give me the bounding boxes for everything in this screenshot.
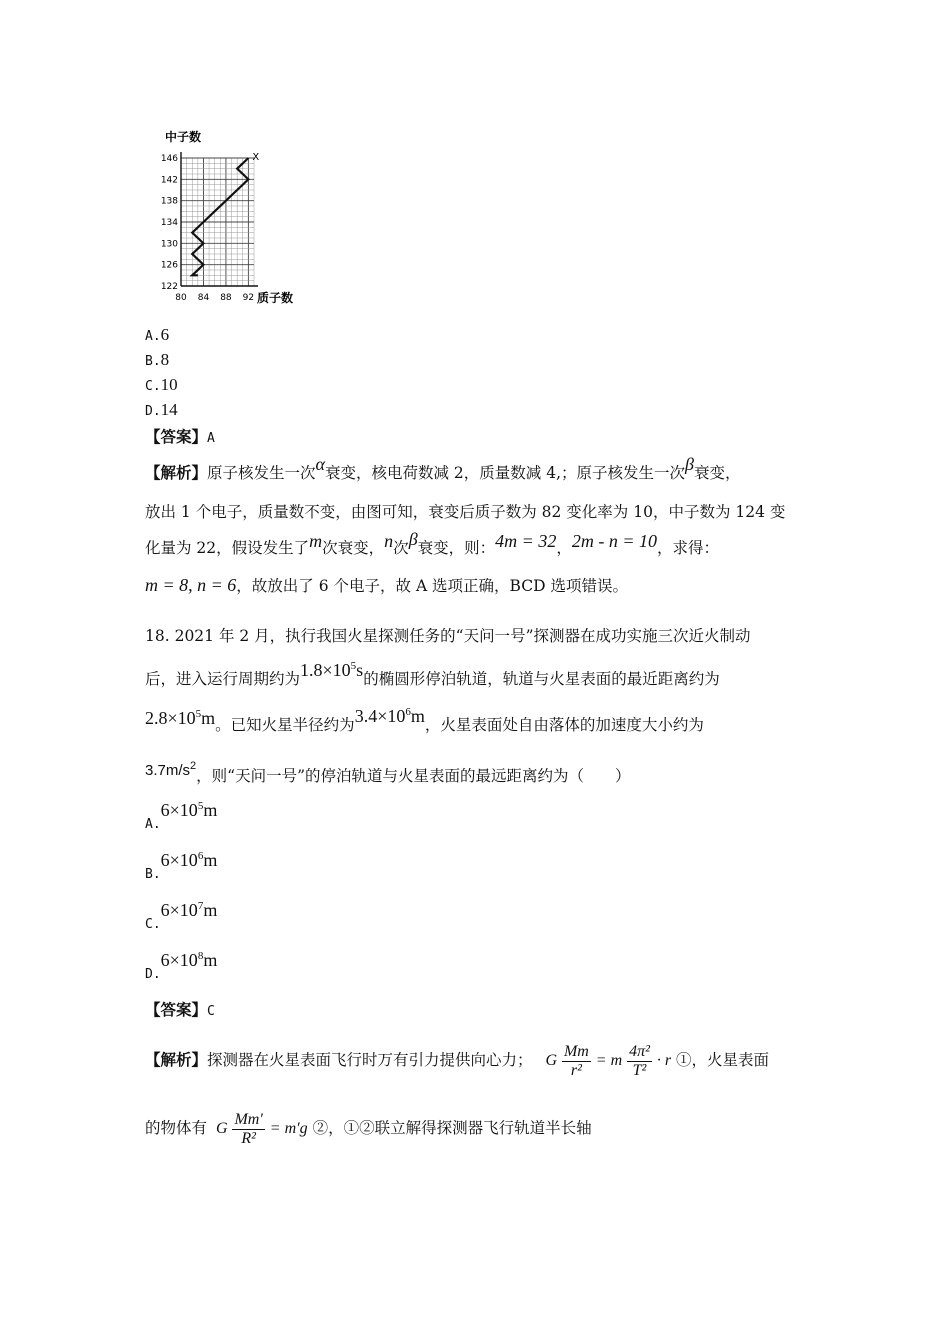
- q18-option-d[interactable]: $_{D.}6\times 10^8m$: [145, 950, 218, 982]
- q18-stem-line-1: 18. 2021 年 2 月，执行我国火星探测任务的“天问一号”探测器在成功实施三次近火制动: [145, 627, 751, 645]
- y-tick-label: 134: [160, 218, 178, 228]
- q17-analysis-line-3: 化量为 22，假设发生了m次衰变，n次β衰变，则：4m = 32，2m - n = 10，求得：: [145, 529, 719, 557]
- x-tick-label: 84: [197, 293, 210, 303]
- chart-grid: [181, 152, 258, 286]
- y-tick-label: 126: [160, 260, 178, 271]
- x-tick-label: 80: [175, 293, 187, 303]
- chart-end-label: X: [252, 152, 260, 163]
- y-tick-label: 142: [160, 175, 178, 186]
- x-tick-label: 92: [242, 293, 255, 303]
- chart-x-ticks: [175, 293, 254, 303]
- q18-stem-line-3: $2.8\times 10^5m$。已知火星半径约为$3.4\times 10^6m$，火星表面处自由落体的加速度大小约为: [145, 706, 704, 734]
- q17-answer: 【答案】A: [145, 427, 215, 446]
- chart-y-ticks: [161, 154, 178, 292]
- q17-option-a[interactable]: A.6: [145, 325, 170, 344]
- nuclide-chart: [150, 125, 320, 315]
- q18-option-c[interactable]: $_{C.}6\times 10^7m$: [145, 900, 218, 932]
- q17-option-c[interactable]: C.10: [145, 375, 178, 394]
- q18-answer: 【答案】C: [145, 1000, 215, 1019]
- q17-analysis-line-2: 放出 1 个电子，质量数不变，由图可知，衰变后质子数为 82 变化率为 10，中子数为 124 变: [145, 503, 786, 521]
- q18-option-b[interactable]: $_{B.}6\times 10^6m$: [145, 850, 218, 882]
- q18-analysis-line-2: 的物体有 G $\frac{Mm'}{\text{R²}}$ = m′g ②，①②联立解得探测器飞行轨道半长轴: [145, 1110, 592, 1147]
- y-tick-label: 130: [160, 239, 178, 250]
- x-tick-label: 88: [220, 293, 232, 303]
- q17-option-d[interactable]: D.14: [145, 400, 178, 419]
- q17-option-b[interactable]: B.8: [145, 350, 170, 369]
- q17-analysis-line-1: 【解析】原子核发生一次α衰变，核电荷数减 2，质量数减 4,；原子核发生一次β衰变，: [145, 454, 741, 482]
- chart-xlabel: 质子数: [257, 291, 294, 305]
- q18-option-a[interactable]: $_{A.}6\times 10^5m$: [145, 800, 218, 832]
- q18-stem-line-4: $3.7m/s^2$，则“天问一号”的停泊轨道与火星表面的最远距离约为（ ）: [145, 760, 631, 785]
- q18-analysis-line-1: 【解析】探测器在火星表面飞行时万有引力提供向心力； G $\frac{Mm}{\text{r²}}$ = m $\frac{\text{4π²}}{\text{T²}}$ · r ①，火星表面: [145, 1042, 770, 1079]
- q17-analysis-line-4: m = 8, n = 6，故放出了 6 个电子，故 A 选项正确，BCD 选项错误。: [145, 575, 628, 595]
- q18-stem-line-2: 后，进入运行周期约为$1.8\times 10^5s$的椭圆形停泊轨道，轨道与火星表面的最近距离约为: [145, 660, 720, 688]
- y-tick-label: 146: [160, 154, 178, 164]
- chart-ylabel: 中子数: [165, 130, 202, 144]
- y-tick-label: 138: [160, 196, 178, 207]
- y-tick-label: 122: [160, 282, 178, 292]
